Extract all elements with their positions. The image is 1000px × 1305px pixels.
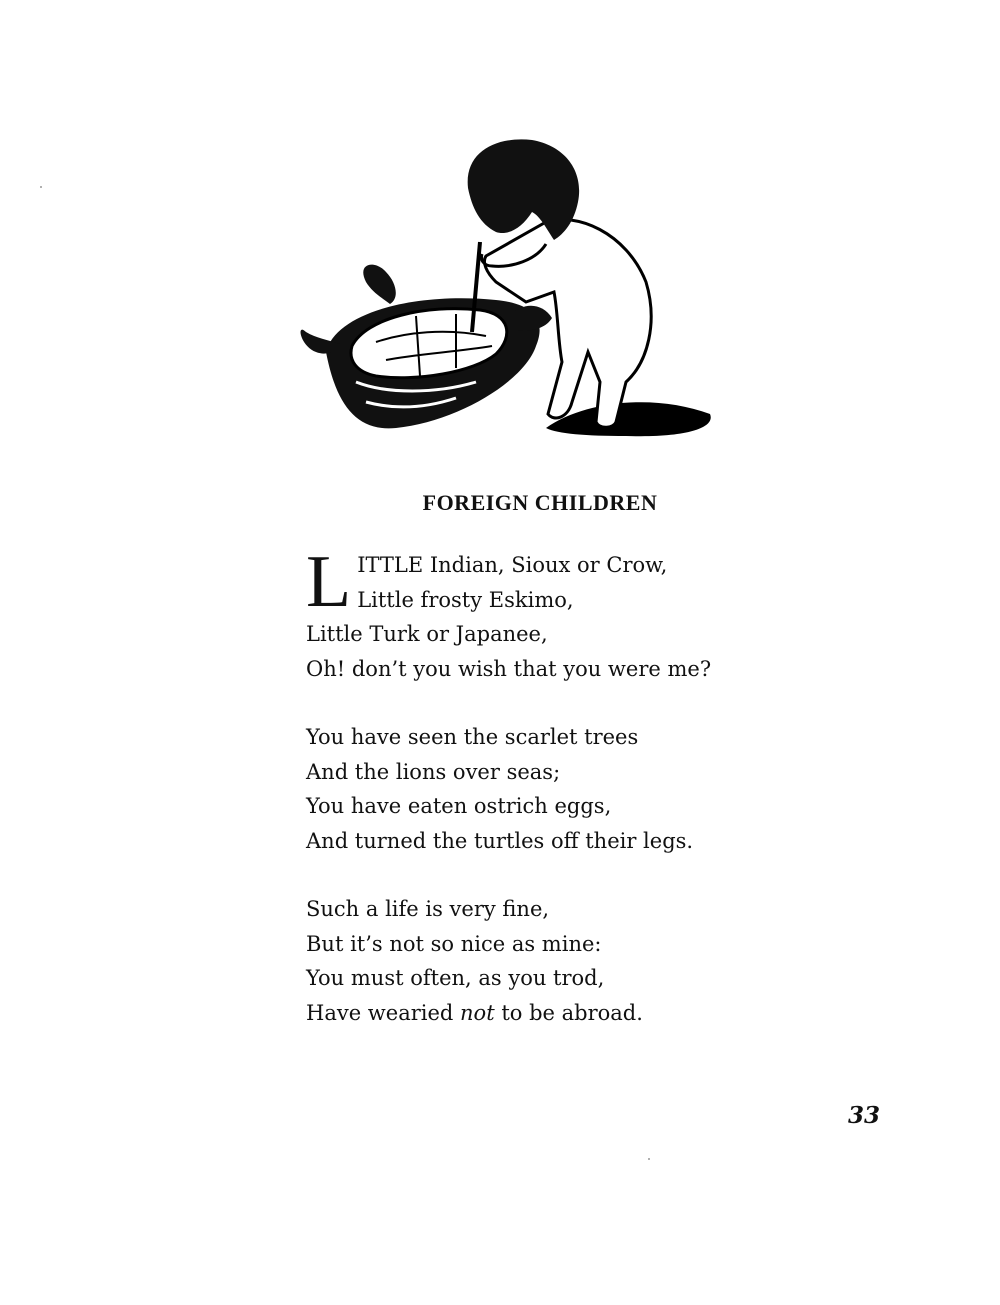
child-hair (468, 139, 579, 240)
emphasized-word: not (460, 1000, 495, 1025)
poem-title: FOREIGN CHILDREN (422, 490, 658, 515)
line-text-after: to be abroad. (494, 1000, 643, 1025)
poem-line: Such a life is very fine, (306, 897, 550, 921)
scan-speck (40, 186, 42, 188)
poem-line: And the lions over seas; (306, 759, 561, 784)
poem-body (306, 541, 826, 1064)
stanza-1 (306, 541, 826, 686)
poem-line: You must often, as you trod, (306, 966, 605, 990)
poem-line: But it’s not so nice as mine: (306, 931, 602, 956)
poem-line: And turned the turtles off their legs. (306, 828, 694, 853)
poem-line-last (306, 996, 826, 1031)
poem-line: ITTLE Indian, Sioux or Crow, (357, 553, 668, 577)
poem-line: Oh! don’t you wish that you were me? (306, 656, 712, 681)
stanza-3 (306, 892, 826, 1030)
drop-cap: L (306, 541, 352, 623)
child-with-turtle-illustration (296, 132, 716, 444)
turtle-flipper-top (363, 265, 396, 304)
page-number: 33 (847, 1102, 880, 1129)
scan-speck (648, 1158, 650, 1160)
poem-line: You have seen the scarlet trees (306, 725, 639, 749)
poem-line: Little frosty Eskimo, (357, 587, 574, 612)
line-text-before: Have wearied (306, 1000, 461, 1025)
poem-line: Little Turk or Japanee, (306, 622, 548, 646)
poem-line: You have eaten ostrich eggs, (306, 794, 612, 818)
stanza-2 (306, 720, 826, 858)
